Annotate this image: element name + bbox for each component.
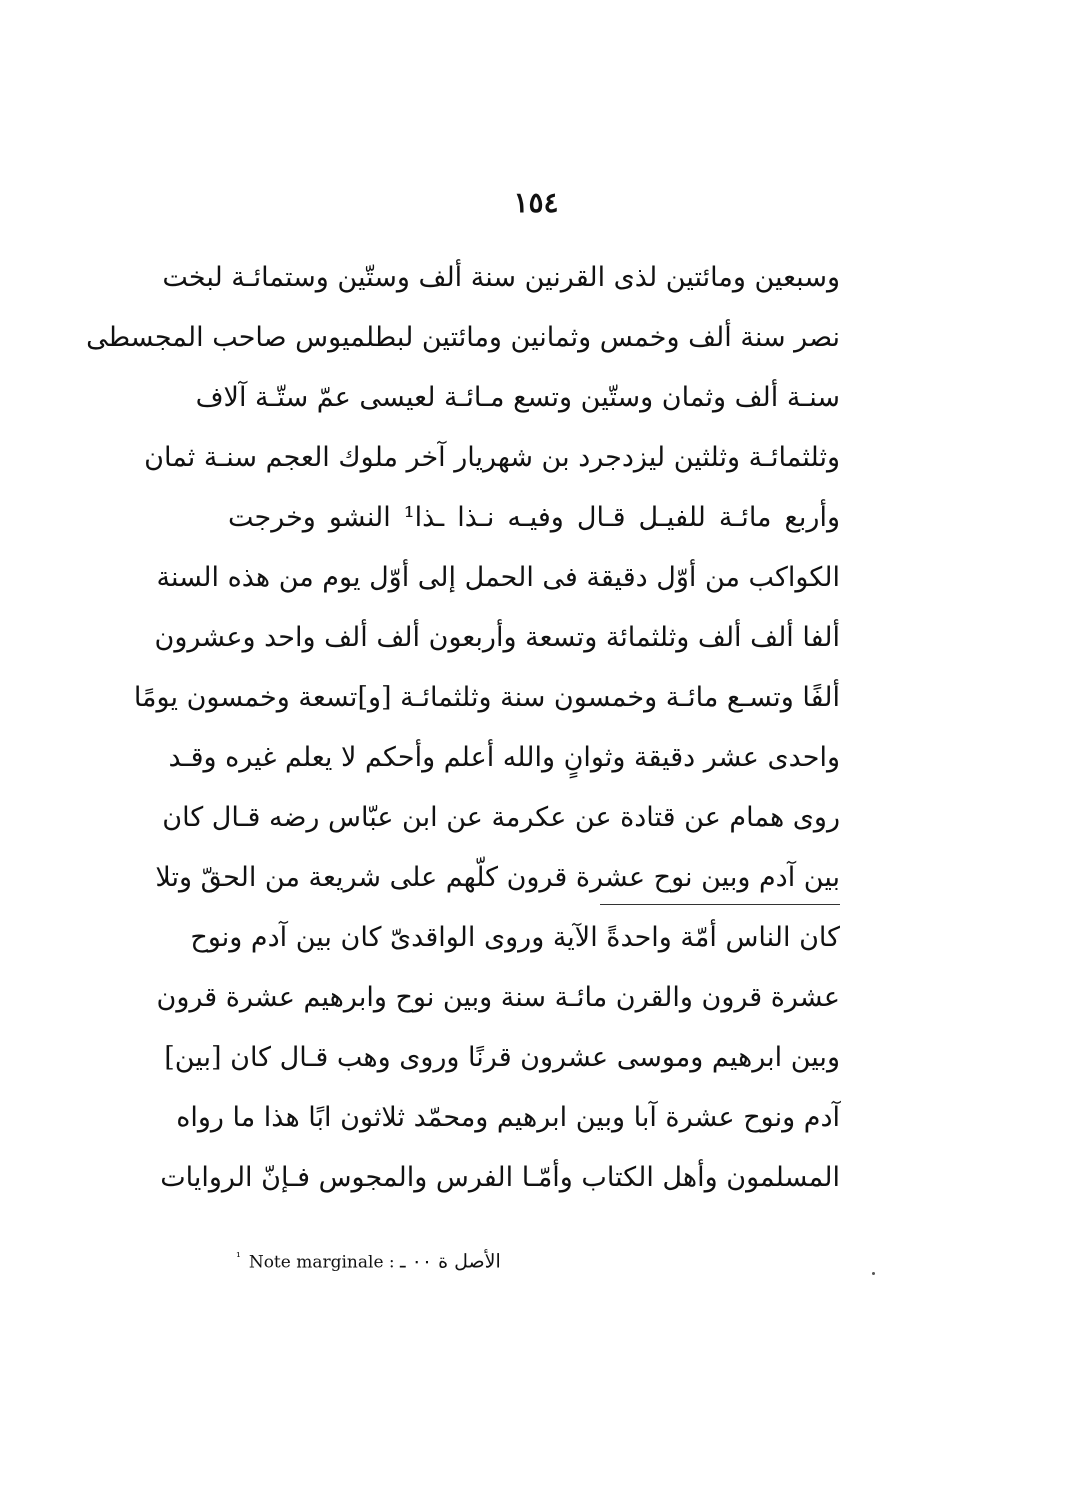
page-number: ١٥٤ [513,186,559,219]
text-line: وثلثمائـة وثلثين ليزدجرد بن شهريار آخر ملوك العجم سنـة ثمان [144,442,840,473]
text-line: الكواكب من أوّل دقيقة فى الحمل إلى أوّل يوم من هذه السنة [156,562,840,593]
text-line: المسلمون وأهل الكتاب وأمّـا الفرس والمجوس فـإنّ الروايات [160,1162,840,1193]
footnote-label: Note marginale : [248,1252,395,1273]
text-line: عشرة قرون والقرن مائـة سنة وبين نوح وابرهيم عشرة قرون [156,982,840,1013]
scan-speck [872,1272,875,1275]
text-line: روى همام عن قتادة عن عكرمة عن ابن عبّاس رضه قـال كان [162,802,840,833]
text-line: ألفًا وتسـع مائـة وخمسون سنة وثلثمائـة [و]تسعة وخمسون يومًا [133,682,840,713]
footnote [236,1250,596,1273]
text-line: كان الناس أمّة واحدةً الآية وروى الواقدىّ كان بين آدم ونوح [190,922,840,953]
text-line: وبين ابرهيم وموسى عشرون قرنًا وروى وهب قـال كان [بين] [164,1042,840,1073]
text-line: بين آدم وبين نوح عشرة قرون كلّهم على شريعة من الحقّ وتلا [155,862,840,893]
text-line: وسبعين ومائتين لذى القرنين سنة ألف وستّين وستمائـة لبخت [162,262,840,293]
text-line: ألفا ألف ألف وثلثمائة وتسعة وأربعون ألف ألف واحد وعشرون [154,622,840,653]
footnote-arabic: الأصل ة ٠٠ ـ [400,1250,501,1273]
text-line: سنـة ألف وثمان وستّين وتسع مـائـة لعيسى عمّ ستّـة آلاف [195,382,840,413]
text-line: وأربع مائـة للفيـل قـال وفيـه نـذا ـذا¹ النشو وخرجت [228,502,840,533]
text-line: آدم ونوح عشرة آبا وبين ابرهيم ومحمّد ثلاثون ابًا هذا ما رواه [176,1102,840,1133]
text-line: نصر سنة ألف وخمس وثمانين ومائتين لبطلميوس صاحب المجسطى [86,322,840,353]
footnote-marker: ¹ [236,1250,241,1264]
body-text [86,248,840,1208]
underline-rule [600,904,840,905]
text-line: واحدى عشر دقيقة وثوانٍ والله أعلم وأحكم لا يعلم غيره وقـد [168,742,840,773]
